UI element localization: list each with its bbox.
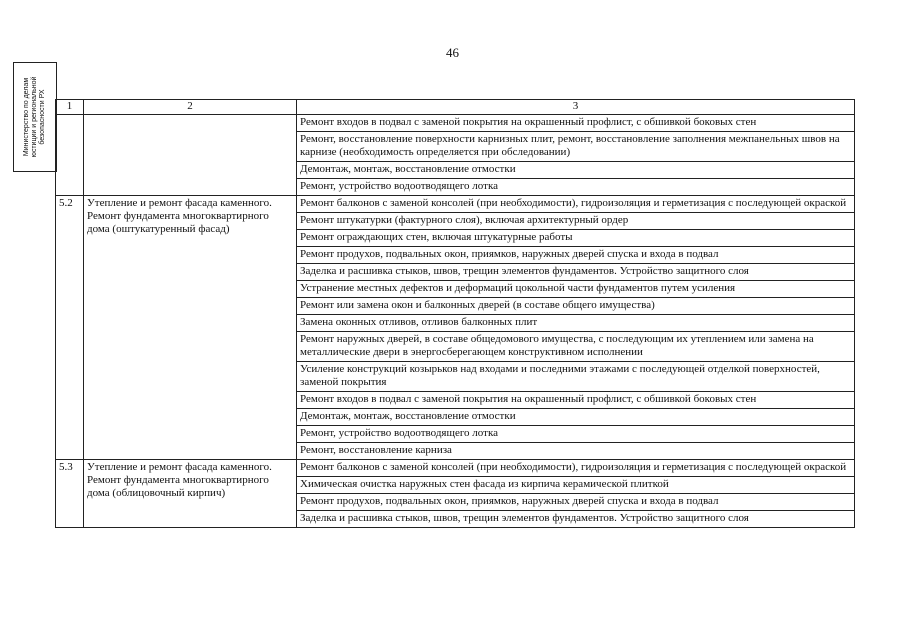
stamp-text [23, 65, 47, 169]
header-cell-title: 2 [84, 100, 297, 115]
header-cell-num: 1 [56, 100, 84, 115]
work-item-cell: Усиление конструкций козырьков над входами и последними этажами с последующей отделкой поверхностей, заменой покрытия [297, 362, 855, 392]
work-item-cell: Ремонт наружных дверей, в составе общедомового имущества, с последующим их утеплением или замена на металлические двери в энергосберегающем конструктивном исполнении [297, 332, 855, 362]
header-cell-works: 3 [297, 100, 855, 115]
work-item-cell: Демонтаж, монтаж, восстановление отмостки [297, 162, 855, 179]
table-row [56, 115, 855, 132]
work-item-cell: Замена оконных отливов, отливов балконных плит [297, 315, 855, 332]
section-number: 5.3 [56, 460, 84, 528]
work-item-cell: Ремонт балконов с заменой консолей (при необходимости), гидроизоляция и герметизация с последующей окраской [297, 460, 855, 477]
work-item-cell: Ремонт или замена окон и балконных дверей (в составе общего имущества) [297, 298, 855, 315]
work-item-cell: Ремонт, восстановление поверхности карнизных плит, ремонт, восстановление заполнения межпанельных швов на карнизе (необходимость определяется при обследовании) [297, 132, 855, 162]
work-item-cell: Ремонт входов в подвал с заменой покрытия на окрашенный профлист, с обшивкой боковых стен [297, 392, 855, 409]
work-item-cell: Заделка и расшивка стыков, швов, трещин элементов фундаментов. Устройство защитного слоя [297, 264, 855, 281]
work-item-cell: Ремонт балконов с заменой консолей (при необходимости), гидроизоляция и герметизация с последующей окраской [297, 196, 855, 213]
work-item-cell: Ремонт продухов, подвальных окон, приямков, наружных дверей спуска и входа в подвал [297, 494, 855, 511]
works-table [55, 99, 855, 528]
registration-stamp [13, 62, 57, 172]
continuation-title-cell [84, 115, 297, 196]
work-item-cell: Ремонт, восстановление карниза [297, 443, 855, 460]
page-number: 46 [446, 45, 459, 60]
work-item-cell: Химическая очистка наружных стен фасада из кирпича керамической плиткой [297, 477, 855, 494]
work-item-cell: Заделка и расшивка стыков, швов, трещин элементов фундаментов. Устройство защитного слоя [297, 511, 855, 528]
section-title: Утепление и ремонт фасада каменного. Ремонт фундамента многоквартирного дома (облицовочный кирпич) [84, 460, 297, 528]
work-item-cell: Демонтаж, монтаж, восстановление отмостки [297, 409, 855, 426]
work-item-cell: Ремонт продухов, подвальных окон, приямков, наружных дверей спуска и входа в подвал [297, 247, 855, 264]
stamp-line: безопасности РХ [39, 89, 46, 145]
work-item-cell: Ремонт, устройство водоотводящего лотка [297, 426, 855, 443]
table-header-row [56, 100, 855, 115]
continuation-num-cell [56, 115, 84, 196]
work-item-cell: Ремонт штукатурки (фактурного слоя), включая архитектурный ордер [297, 213, 855, 230]
work-item-cell: Ремонт, устройство водоотводящего лотка [297, 179, 855, 196]
section-number: 5.2 [56, 196, 84, 460]
stamp-line: юстиции и региональной [31, 76, 38, 158]
section-title: Утепление и ремонт фасада каменного. Ремонт фундамента многоквартирного дома (оштукатуренный фасад) [84, 196, 297, 460]
work-item-cell: Устранение местных дефектов и деформаций цокольной части фундаментов путем усиления [297, 281, 855, 298]
work-item-cell: Ремонт ограждающих стен, включая штукатурные работы [297, 230, 855, 247]
work-item-cell: Ремонт входов в подвал с заменой покрытия на окрашенный профлист, с обшивкой боковых стен [297, 115, 855, 132]
table-row [56, 196, 855, 213]
stamp-line: Министерство по делам [23, 77, 30, 157]
works-table-body [56, 100, 855, 528]
table-row [56, 460, 855, 477]
